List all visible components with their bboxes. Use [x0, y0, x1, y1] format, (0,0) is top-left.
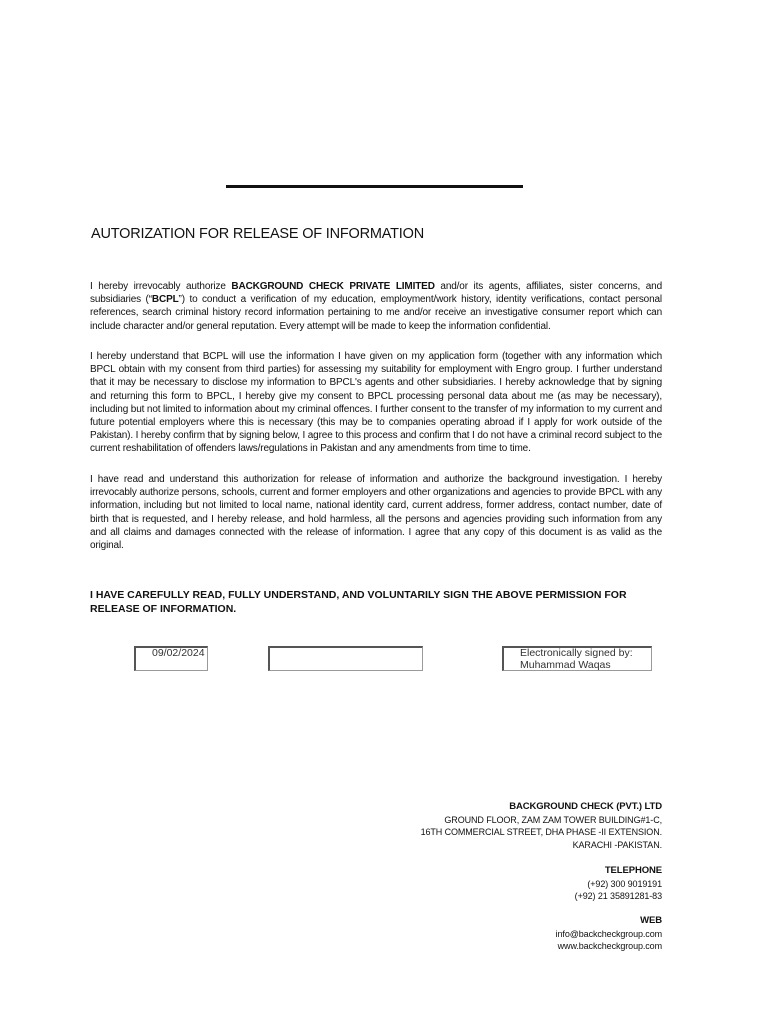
- paragraph-rest: ”) to conduct a verification of my education, employment/work history, identity verifications, contact personal references, search criminal history record information pertaining to me and/or receive an investigative consumer report which can include character and/or general reputation. Every attempt will be made to keep the information confidential.: [90, 294, 662, 332]
- address-line: GROUND FLOOR, ZAM ZAM TOWER BUILDING#1-C,: [444, 814, 662, 825]
- address-line: 16TH COMMERCIAL STREET, DHA PHASE -II EXTENSION.: [420, 827, 662, 838]
- company-abbreviation: BCPL: [151, 294, 179, 306]
- consent-paragraph: I hereby understand that BCPL will use the information I have given on my application form (together with any information which BPCL obtain with my consent from third parties) for assessing my suitability for employment with Engro group. I further understand that it may be necessary to disclose my information to BPCL's agents and other subsidiaries. I hereby acknowledge that by signing and returning this form to BPCL, I hereby give my consent to BPCL processing personal data about me (as may be necessary), including but not limited to information about my criminal offences. I further consent to the transfer of my information to my current and future potential employers where this is necessary (this may be to companies operating abroad if I apply for work outside of the Pakistan). I hereby confirm that by signing below, I agree to this process and confirm that I do not have a criminal record subject to the current reshabilitation of offenders laws/regulations in Pakistan and any amendments from time to time.: [90, 351, 662, 455]
- declaration-statement: I HAVE CAREFULLY READ, FULLY UNDERSTAND, AND VOLUNTARILY SIGN THE ABOVE PERMISSION FOR RELEASE OF INFORMATION.: [90, 589, 627, 615]
- authorization-paragraph: [90, 280, 662, 333]
- email-link[interactable]: info@backcheckgroup.com: [555, 928, 662, 939]
- paragraph-lead: I hereby irrevocably authorize: [90, 281, 232, 292]
- telephone-heading: TELEPHONE: [604, 865, 662, 876]
- footer-company-name: BACKGROUND CHECK (PVT.) LTD: [509, 801, 662, 812]
- release-paragraph: I have read and understand this authorization for release of information and authorize the background investigation. I hereby irrevocably authorize persons, schools, current and former employers and other organizations and agencies to provide BPCL with any information, including but not limited to local name, national identity card, current address, former address, contact number, date of birth that is requested, and I hereby release, and hold harmless, all the persons and agencies providing such information from any and all claims and damages connected with the release of information. I agree that any copy of this document is as valid as the original.: [90, 474, 662, 552]
- date-value: 09/02/2024: [152, 647, 205, 659]
- phone-number: (+92) 300 9019191: [587, 878, 662, 889]
- header-rule: [226, 185, 523, 188]
- telephone-block: [342, 865, 662, 903]
- address-line: KARACHI -PAKISTAN.: [572, 840, 662, 851]
- signature-caption: Electronically signed by:: [520, 647, 633, 659]
- date-field[interactable]: [134, 646, 208, 671]
- paragraph-mid: and/or its agents, affiliates, sister concerns, and subsidiaries (“: [90, 281, 662, 306]
- name-field[interactable]: [268, 646, 423, 671]
- signature-name: Muhammad Waqas: [520, 658, 611, 671]
- document-title: AUTORIZATION FOR RELEASE OF INFORMATION: [91, 226, 424, 242]
- company-name-inline: BACKGROUND CHECK PRIVATE LIMITED: [231, 281, 435, 292]
- web-heading: WEB: [640, 915, 662, 926]
- website-link[interactable]: www.backcheckgroup.com: [557, 941, 662, 952]
- phone-number: (+92) 21 35891281-83: [574, 891, 662, 902]
- signature-field[interactable]: [502, 646, 652, 671]
- web-block: [342, 915, 662, 953]
- company-address-block: [342, 801, 662, 852]
